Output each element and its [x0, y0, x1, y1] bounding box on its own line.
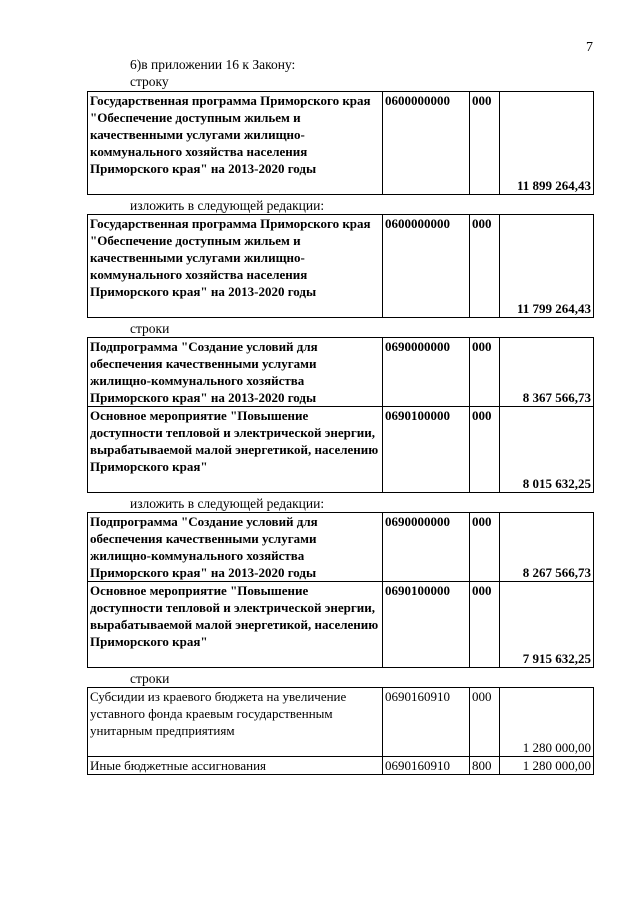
row-type: 000: [470, 92, 500, 195]
label-rows-2: строки: [130, 321, 170, 336]
row-code: 0690000000: [383, 338, 470, 407]
row-type: 000: [470, 513, 500, 582]
table-row: [88, 513, 594, 582]
row-type: 000: [470, 215, 500, 318]
row-amount: 11 799 264,43: [500, 215, 594, 318]
row-name: Государственная программа Приморского края "Обеспечение доступным жильем и качественными услугами жилищно-коммунального хозяйства населения Приморского края" на 2013-2020 годы: [88, 92, 383, 195]
budget-table-original-subprogram: [87, 337, 594, 493]
table-row: [88, 407, 594, 493]
intro-text: 6)в приложении 16 к Закону:: [130, 57, 296, 72]
row-name: Государственная программа Приморского края "Обеспечение доступным жильем и качественными услугами жилищно-коммунального хозяйства населения Приморского края" на 2013-2020 годы: [88, 215, 383, 318]
row-code: 0690100000: [383, 582, 470, 668]
row-type: 800: [470, 757, 500, 775]
page-number: 7: [586, 40, 593, 55]
row-type: 000: [470, 407, 500, 493]
budget-table-original-program: [87, 91, 594, 195]
table-row: [88, 688, 594, 757]
row-code: 0690100000: [383, 407, 470, 493]
row-type: 000: [470, 338, 500, 407]
row-name: Подпрограмма "Создание условий для обеспечения качественными услугами жилищно-коммунального хозяйства Приморского края" на 2013-2020 годы: [88, 338, 383, 407]
row-code: 0690160910: [383, 757, 470, 775]
table-row: [88, 757, 594, 775]
row-amount: 8 015 632,25: [500, 407, 594, 493]
row-code: 0600000000: [383, 92, 470, 195]
row-amount: 11 899 264,43: [500, 92, 594, 195]
label-restate-1: изложить в следующей редакции:: [130, 198, 325, 213]
budget-table-new-subprogram: [87, 512, 594, 668]
table-row: [88, 582, 594, 668]
budget-table-new-program: [87, 214, 594, 318]
row-amount: 8 367 566,73: [500, 338, 594, 407]
row-amount: 1 280 000,00: [500, 688, 594, 757]
row-name: Основное мероприятие "Повышение доступности тепловой и электрической энергии, вырабатываемой малой энергетикой, населению Приморского края": [88, 582, 383, 668]
row-code: 0690000000: [383, 513, 470, 582]
row-type: 000: [470, 582, 500, 668]
row-name: Подпрограмма "Создание условий для обеспечения качественными услугами жилищно-коммунального хозяйства Приморского края" на 2013-2020 годы: [88, 513, 383, 582]
row-code: 0600000000: [383, 215, 470, 318]
row-amount: 1 280 000,00: [500, 757, 594, 775]
label-restate-2: изложить в следующей редакции:: [130, 496, 325, 511]
row-code: 0690160910: [383, 688, 470, 757]
table-row: [88, 338, 594, 407]
row-type: 000: [470, 688, 500, 757]
budget-table-subsidies: [87, 687, 594, 775]
row-amount: 8 267 566,73: [500, 513, 594, 582]
table-row: [88, 215, 594, 318]
row-name: Субсидии из краевого бюджета на увеличение уставного фонда краевым государственным унитарным предприятиям: [88, 688, 383, 757]
label-row-1: строку: [130, 74, 169, 89]
row-name: Иные бюджетные ассигнования: [88, 757, 383, 775]
table-row: [88, 92, 594, 195]
label-rows-3: строки: [130, 671, 170, 686]
row-amount: 7 915 632,25: [500, 582, 594, 668]
row-name: Основное мероприятие "Повышение доступности тепловой и электрической энергии, вырабатываемой малой энергетикой, населению Приморского края": [88, 407, 383, 493]
